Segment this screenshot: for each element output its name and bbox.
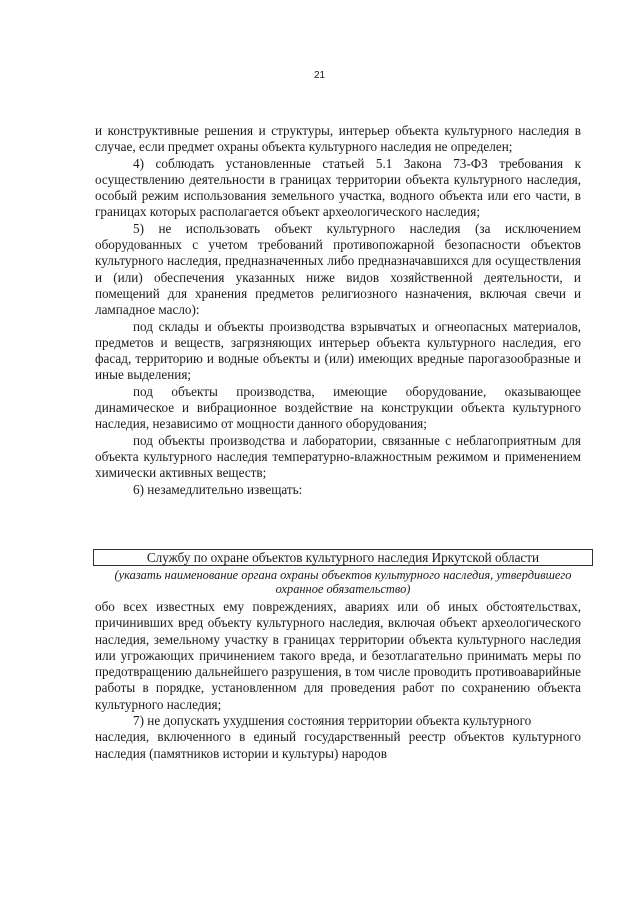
paragraph: под объекты производства, имеющие оборудование, оказывающее динамическое и вибрационное воздействие на конструкции объекта культурного наследия, независимо от мощности данного оборудования; <box>95 383 581 432</box>
paragraph: наследия, включенного в единый государственный реестр объектов культурного наследия (памятников истории и культуры) народов <box>95 729 581 761</box>
paragraph: обо всех известных ему повреждениях, авариях или об иных обстоятельствах, причинивших вред объекту культурного наследия, включая объект археологического наследия, земельному участку в границах территории объекта культурного наследия или угрожающих причинением такого вреда, и безотлагательно принимать меры по предотвращению дальнейшего разрушения, в том числе проводить противоаварийные работы в порядке, установленном для проведения работ по сохранению объекта культурного наследия; <box>95 599 581 712</box>
paragraph: под объекты производства и лаборатории, связанные с неблагоприятным для объекта культурного наследия температурно-влажностным режимом и применением химически активных веществ; <box>95 432 581 481</box>
paragraph: 4) соблюдать установленные статьей 5.1 Закона 73-ФЗ требования к осуществлению деятельности в границах территории объекта культурного наследия, особый режим использования земельного участка, водного объекта или его части, в границах которых располагается объект археологического наследия; <box>95 155 581 220</box>
page-number: 21 <box>313 70 326 81</box>
text-block-bottom <box>95 599 581 762</box>
text-block-top <box>95 123 581 498</box>
paragraph: 6) незамедлительно извещать: <box>133 481 303 497</box>
authority-hint: (указать наименование органа охраны объектов культурного наследия, утвердившего охранное обязательство) <box>114 568 572 596</box>
paragraph: 7) не допускать ухудшения состояния территории объекта культурного <box>133 713 532 729</box>
paragraph: под склады и объекты производства взрывчатых и огнеопасных материалов, предметов и веществ, загрязняющих интерьер объекта культурного наследия, его фасад, территорию и водные объекты и (или) имеющих вредные парогазообразные и иные выделения; <box>95 318 581 383</box>
paragraph: и конструктивные решения и структуры, интерьер объекта культурного наследия в случае, если предмет охраны объекта культурного наследия не определен; <box>95 123 581 155</box>
authority-name-box: Службу по охране объектов культурного наследия Иркутской области <box>93 549 593 566</box>
paragraph: 5) не использовать объект культурного наследия (за исключением оборудованных с учетом требований противопожарной безопасности объектов культурного наследия, предназначенных либо предназначавшихся для осуществления и (или) обеспечения указанных ниже видов хозяйственной деятельности, и помещений для хранения предметов религиозного назначения, включая свечи и лампадное масло): <box>95 220 581 318</box>
